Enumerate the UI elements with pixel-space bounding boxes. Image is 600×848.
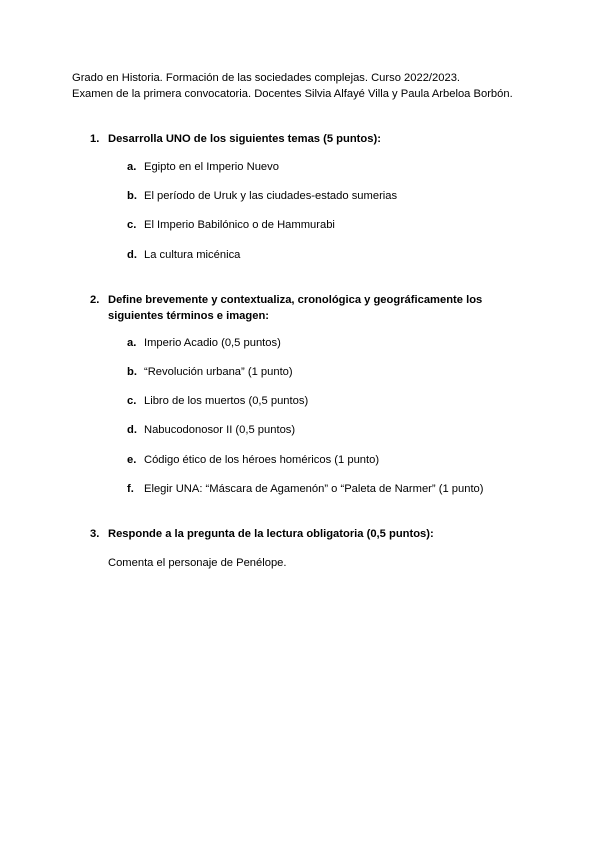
- question-1-item-c: [127, 218, 335, 232]
- item-text: Elegir UNA: “Máscara de Agamenón” o “Paleta de Narmer” (1 punto): [144, 483, 484, 495]
- item-text: Código ético de los héroes homéricos (1 punto): [144, 454, 380, 466]
- item-text: Libro de los muertos (0,5 puntos): [144, 395, 309, 407]
- item-letter: b.: [127, 190, 137, 202]
- question-2-number: 2.: [90, 294, 100, 306]
- header-exam-line: Examen de la primera convocatoria. Docentes Silvia Alfayé Villa y Paula Arbeloa Borbón.: [72, 88, 513, 100]
- item-letter: d.: [127, 424, 137, 436]
- header-course-line: Grado en Historia. Formación de las sociedades complejas. Curso 2022/2023.: [72, 72, 461, 84]
- question-1-item-a: [127, 160, 279, 174]
- question-2-item-b: [127, 365, 293, 379]
- item-letter: d.: [127, 249, 137, 261]
- question-2-title: Define brevemente y contextualiza, cronológica y geográficamente los siguientes términos e imagen:: [108, 294, 483, 322]
- question-2-item-d: [127, 423, 295, 437]
- item-text: Egipto en el Imperio Nuevo: [144, 161, 279, 173]
- question-1-title: Desarrolla UNO de los siguientes temas (5 puntos):: [108, 133, 381, 145]
- item-letter: a.: [127, 161, 137, 173]
- item-letter: b.: [127, 366, 137, 378]
- question-2-item-f: [127, 482, 484, 496]
- item-text: El Imperio Babilónico o de Hammurabi: [144, 219, 335, 231]
- question-2-item-c: [127, 394, 308, 408]
- question-1-number: 1.: [90, 133, 100, 145]
- question-2-item-e: [127, 453, 379, 467]
- item-letter: a.: [127, 337, 137, 349]
- question-3-number: 3.: [90, 528, 100, 540]
- item-letter: c.: [127, 219, 137, 231]
- question-2-item-a: [127, 336, 281, 350]
- item-letter: c.: [127, 395, 137, 407]
- item-text: “Revolución urbana” (1 punto): [144, 366, 293, 378]
- item-text: Nabucodonosor II (0,5 puntos): [144, 424, 296, 436]
- item-letter: e.: [127, 454, 137, 466]
- question-3-title: Responde a la pregunta de la lectura obligatoria (0,5 puntos):: [108, 528, 434, 540]
- item-text: Imperio Acadio (0,5 puntos): [144, 337, 281, 349]
- document-header: [72, 70, 513, 102]
- item-text: El período de Uruk y las ciudades-estado sumerias: [144, 190, 398, 202]
- question-3-prompt: Comenta el personaje de Penélope.: [108, 557, 287, 569]
- question-1-item-b: [127, 189, 397, 203]
- question-1-item-d: [127, 248, 240, 262]
- item-letter: f.: [127, 483, 134, 495]
- item-text: La cultura micénica: [144, 249, 241, 261]
